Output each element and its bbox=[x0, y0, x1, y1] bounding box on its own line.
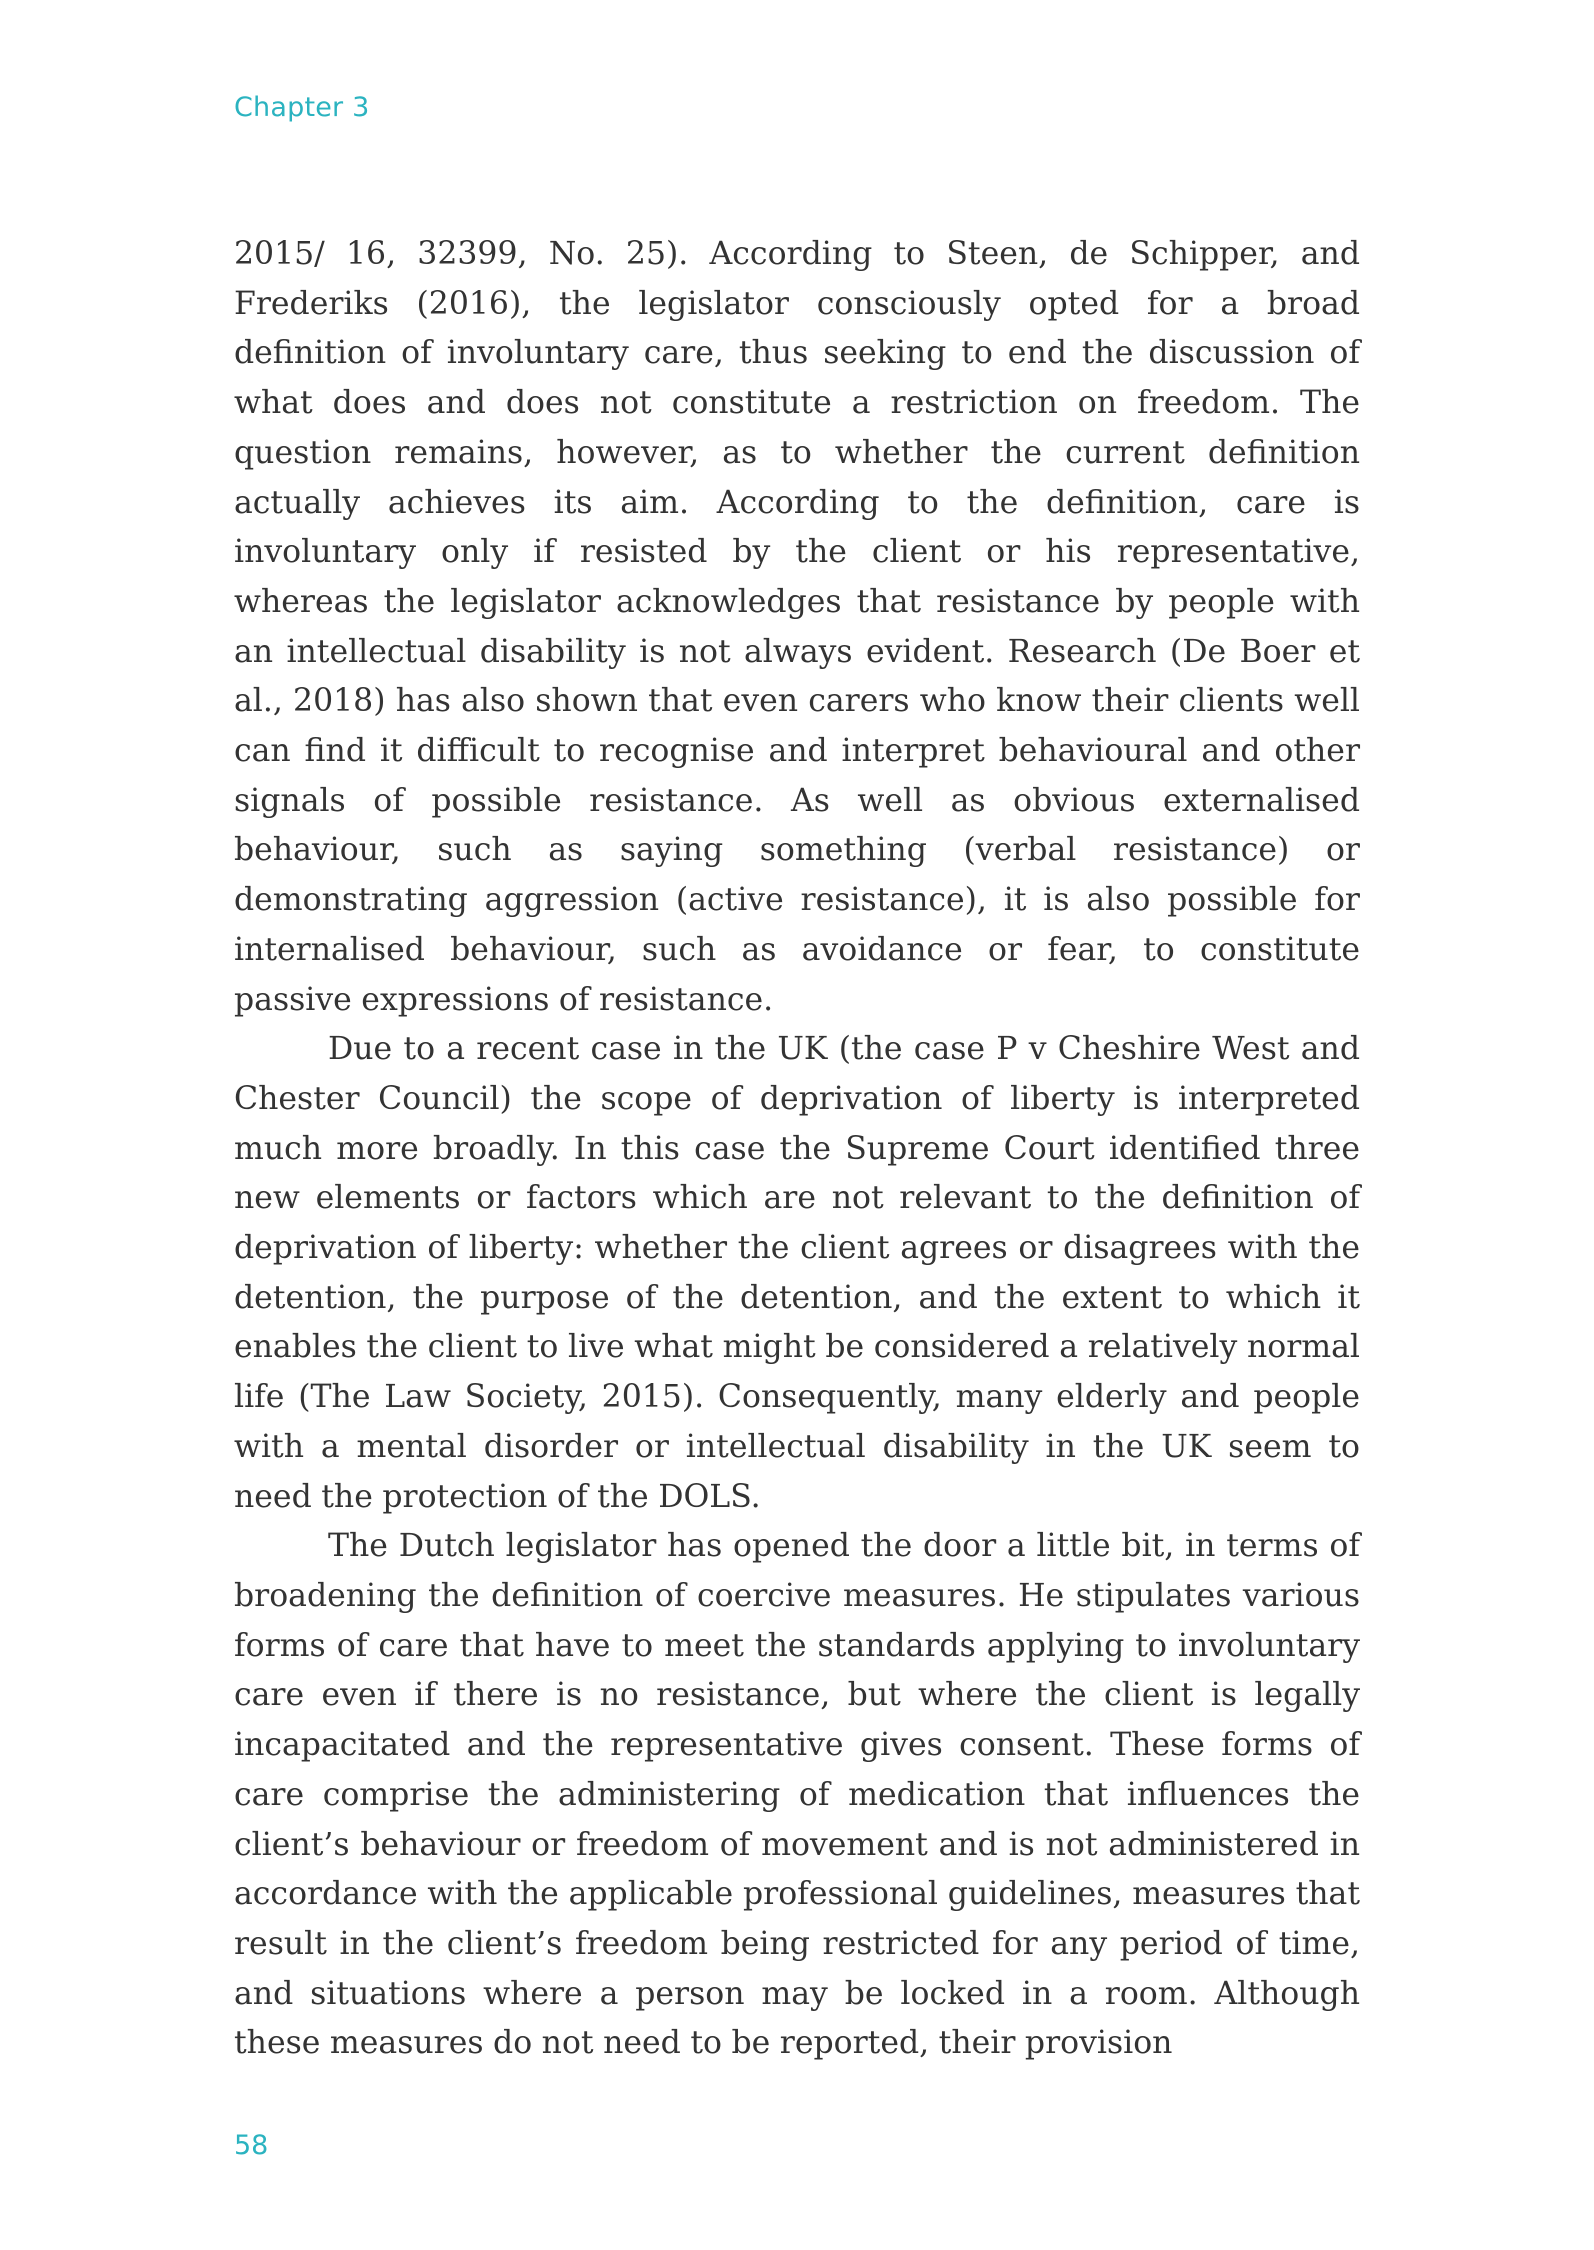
chapter-header: Chapter 3 bbox=[234, 92, 370, 123]
page-number: 58 bbox=[234, 2130, 269, 2161]
paragraph-3: The Dutch legislator has opened the door a little bit, in terms of broadening the definition of coercive measures. He stipulates various forms of care that have to meet the standards applying to involuntary care even if there is no resistance, but where the client is legally incapacitated and the representative gives consent. These forms of care comprise the administering of medication that influences the client’s behaviour or freedom of movement and is not administered in accordance with the applicable professional guidelines, measures that result in the client’s freedom being restricted for any period of time, and situations where a person may be locked in a room. Although these measures do not need to be reported, their provision bbox=[234, 1528, 1360, 2062]
paragraph-2: Due to a recent case in the UK (the case P v Cheshire West and Chester Council) the scope of deprivation of liberty is interpreted much more broadly. In this case the Supreme Court identified three new elements or factors which are not relevant to the definition of deprivation of liberty: whether the client agrees or disagrees with the detention, the purpose of the detention, and the extent to which it enables the client to live what might be considered a relatively normal life (The Law Society, 2015). Consequently, many elderly and people with a mental disorder or intellectual disability in the UK seem to need the protection of the DOLS. bbox=[234, 1031, 1360, 1515]
body-text bbox=[234, 230, 1360, 2069]
paragraph-1: 2015/ 16, 32399, No. 25). According to Steen, de Schipper, and Frederiks (2016), the legislator consciously opted for a broad definition of involuntary care, thus seeking to end the discussion of what does and does not constitute a restriction on freedom. The question remains, however, as to whether the current definition actually achieves its aim. According to the definition, care is involuntary only if resisted by the client or his representative, whereas the legislator acknowledges that resistance by people with an intellectual disability is not always evident. Research (De Boer et al., 2018) has also shown that even carers who know their clients well can find it difficult to recognise and interpret behavioural and other signals of possible resistance. As well as obvious externalised behaviour, such as saying something (verbal resistance) or demonstrating aggression (active resistance), it is also possible for internalised behaviour, such as avoidance or fear, to constitute passive expressions of resistance. bbox=[234, 236, 1360, 1018]
